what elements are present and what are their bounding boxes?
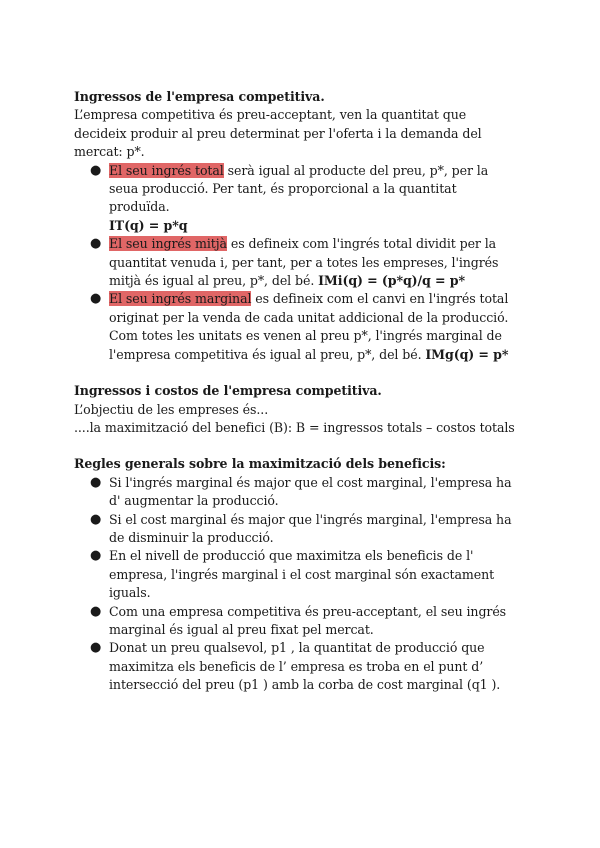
list-item-average-revenue — [74, 235, 520, 290]
list-item — [74, 547, 520, 602]
document-body — [74, 88, 520, 713]
section-revenue-costs — [74, 382, 520, 437]
list-item — [74, 639, 520, 694]
list-item — [74, 474, 520, 511]
section-heading: Regles generals sobre la maximització dels beneficis: — [74, 456, 446, 472]
revenue-list — [74, 162, 520, 364]
list-item-total-revenue — [74, 162, 520, 236]
section-competitive-revenue — [74, 88, 520, 364]
highlighted-term: El seu ingrés total — [109, 162, 224, 178]
list-item — [74, 603, 520, 640]
objective-line: L’objectiu de les empreses és... — [74, 401, 269, 417]
item-text: serà igual al producte del preu, p*, per la seua producció. Per tant, és proporcional a la quantitat produïda. — [109, 162, 489, 215]
item-text: Si el cost marginal és major que l'ingrés marginal, l'empresa ha de disminuir la producció. — [109, 511, 512, 545]
highlighted-term: El seu ingrés mitjà — [109, 236, 227, 252]
section-intro: L’empresa competitiva és preu-acceptant, ven la quantitat que decideix produir al preu determinat per l'oferta i la demanda del mercat: p*. — [74, 107, 482, 160]
item-text: Si l'ingrés marginal és major que el cost marginal, l'empresa ha d' augmentar la producció. — [109, 474, 512, 509]
item-text: En el nivell de producció que maximitza els beneficis de l' empresa, l'ingrés marginal i el cost marginal són exactament iguals. — [109, 548, 495, 601]
item-text: es defineix com l'ingrés total dividit per la quantitat venuda i, per tant, per a totes les empreses, l'ingrés mitjà és igual al preu, p*, del bé. — [109, 236, 499, 289]
formula: IMg(q) = p* — [425, 346, 509, 362]
list-item-marginal-revenue — [74, 290, 520, 364]
bullet-icon: ● — [90, 291, 102, 307]
bullet-icon: ● — [90, 603, 102, 619]
section-heading: Ingressos de l'empresa competitiva. — [74, 89, 325, 104]
bullet-icon: ● — [90, 474, 102, 490]
section-heading: Ingressos i costos de l'empresa competitiva. — [74, 383, 382, 399]
formula: IT(q) = p*q — [109, 217, 188, 233]
bullet-icon: ● — [90, 236, 102, 252]
item-text: es defineix com el canvi en l'ingrés total originat per la venda de cada unitat addicional de la producció. Com totes les unitats es venen al preu p*, l'ingrés marginal de l'empresa competitiva és igual al preu, p*, del bé. — [109, 291, 509, 362]
formula: IMi(q) = (p*q)/q = p* — [318, 273, 465, 289]
bullet-icon: ● — [90, 511, 102, 527]
bullet-icon: ● — [90, 640, 102, 656]
section-profit-rules — [74, 455, 520, 694]
highlighted-term: El seu ingrés marginal — [109, 291, 252, 307]
bullet-icon: ● — [90, 548, 102, 564]
list-item — [74, 511, 520, 548]
bullet-icon: ● — [90, 162, 102, 178]
item-text: Donat un preu qualsevol, p1 , la quantitat de producció que maximitza els beneficis de l’ empresa es troba en el punt d’ intersecció del preu (p1 ) amb la corba de cost marginal (q1 ). — [109, 640, 501, 693]
rules-list — [74, 474, 520, 695]
profit-formula-line: ....la maximització del benefici (B): B = ingressos totals – costos totals — [74, 419, 515, 435]
item-text: Com una empresa competitiva és preu-acceptant, el seu ingrés marginal és igual al preu fixat pel mercat. — [109, 603, 507, 637]
